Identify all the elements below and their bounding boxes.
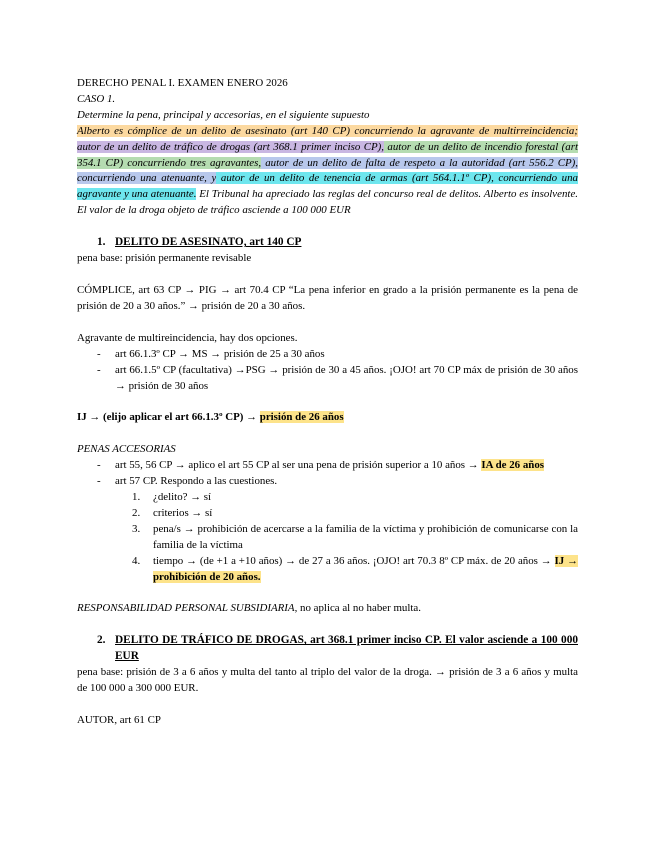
section-1-number: 1. (97, 236, 106, 249)
section-1-complice: CÓMPLICE, art 63 CP → PIG → art 70.4 CP “La pena inferior en grado a la prisión permanente es la pena de prisión de 20 a 30 años.” → prisión de 20 a 30 años. (77, 283, 578, 312)
case-text-rest: El Tribunal ha apreciado las reglas del concurso real de delitos. Alberto es insolvente. El valor de la droga objeto de tráfico asciende a 100 000 EUR (77, 188, 578, 217)
list-item: 3. pena/s → prohibición de acercarse a la familia de la víctima y prohibición de comunicarse con la familia de la víctima (77, 522, 578, 554)
section-2-autor: AUTOR, art 61 CP (77, 714, 161, 726)
section-1-heading (77, 235, 578, 251)
section-1-title: DELITO DE ASESINATO, art 140 CP (115, 236, 302, 249)
option-2: art 66.1.5º CP (facultativa) →PSG → prisión de 30 a 45 años. ¡OJO! art 70 CP máx de prisión de 30 años → prisión de 30 años (115, 363, 578, 392)
accesoria-2-text: art 57 CP. Respondo a las cuestiones. (115, 475, 278, 488)
question-4-result: IJ → prohibición de 20 años. (153, 554, 578, 583)
accesorias-title: PENAS ACCESORIAS (77, 443, 176, 456)
instruction: Determine la pena, principal y accesorias, en el siguiente supuesto (77, 108, 370, 121)
section-1-base: pena base: prisión permanente revisable (77, 252, 252, 265)
case-text-assassination: Alberto es cómplice de un delito de asesinato (art 140 CP) concurriendo la agravante de multirreincidencia; (77, 124, 578, 137)
accesoria-1-text: art 55, 56 CP → aplico el art 55 CP al ser una pena de prisión superior a 10 años → (115, 459, 482, 472)
list-item: 4. tiempo → (de +1 a +10 años) → de 27 a 36 años. ¡OJO! art 70.3 8º CP máx. de 20 años → IJ → prohibición de 20 años. (132, 554, 578, 583)
ij-prefix: IJ → (elijo aplicar el art 66.1.3º CP) → (77, 411, 260, 424)
option-1: art 66.1.3º CP → MS → prisión de 25 a 30 años (115, 347, 325, 360)
case-statement (77, 124, 578, 219)
section-2-title: DELITO DE TRÁFICO DE DROGAS, art 368.1 primer inciso CP. El valor asciende a 100 000 EUR (115, 634, 578, 663)
list-item: 1. ¿delito? → sí (77, 490, 578, 506)
accesoria-1-result: IA de 26 años (481, 459, 545, 472)
list-item: 2. criterios → sí (77, 506, 578, 522)
case-text-authority: autor de un delito de falta de respeto a la autoridad (art 556.2 CP), concurriendo una atenuante, y (77, 156, 578, 185)
section-1-agravante: Agravante de multireincidencia, hay dos opciones. (77, 331, 298, 344)
responsabilidad: RESPONSABILIDAD PERSONAL SUBSIDIARIA, no aplica al no haber multa. (77, 602, 421, 615)
question-2: criterios → sí (153, 506, 213, 519)
ij-result: prisión de 26 años (259, 411, 344, 424)
list-item: - art 66.1.3º CP → MS → prisión de 25 a 30 años (77, 347, 578, 363)
doc-title: DERECHO PENAL I. EXAMEN ENERO 2026 (77, 77, 288, 89)
list-item: - art 66.1.5º CP (facultativa) →PSG → prisión de 30 a 45 años. ¡OJO! art 70 CP máx de prisión de 30 años → prisión de 30 años (77, 363, 578, 395)
question-3: pena/s → prohibición de acercarse a la familia de la víctima y prohibición de comunicarse con la familia de la víctima (153, 522, 578, 551)
case-text-fire: autor de un delito de incendio forestal (art 354.1 CP) concurriendo tres agravantes, (77, 140, 579, 169)
question-4: tiempo → (de +1 a +10 años) → de 27 a 36 años. ¡OJO! art 70.3 8º CP máx. de 20 años → (153, 554, 555, 567)
section-1-ij (77, 410, 578, 426)
list-item: - art 57 CP. Respondo a las cuestiones. (77, 474, 578, 490)
case-text-drugs: autor de un delito de tráfico de drogas (art 368.1 primer inciso CP), (77, 140, 384, 153)
question-1: ¿delito? → sí (153, 491, 212, 504)
case-text-weapons: autor de un delito de tenencia de armas (art 564.1.1º CP), concurriendo una agravante y una atenuante. (77, 172, 578, 201)
section-2-number: 2. (97, 634, 106, 647)
section-2-base: pena base: prisión de 3 a 6 años y multa del tanto al triplo del valor de la droga. → prisión de 3 a 6 años y multa de 100 000 a 300 000 EUR. (77, 666, 578, 695)
case-label: CASO 1. (77, 92, 116, 105)
list-item: - art 55, 56 CP → aplico el art 55 CP al ser una pena de prisión superior a 10 años → IA de 26 años (97, 459, 545, 472)
section-2-heading (77, 633, 578, 665)
